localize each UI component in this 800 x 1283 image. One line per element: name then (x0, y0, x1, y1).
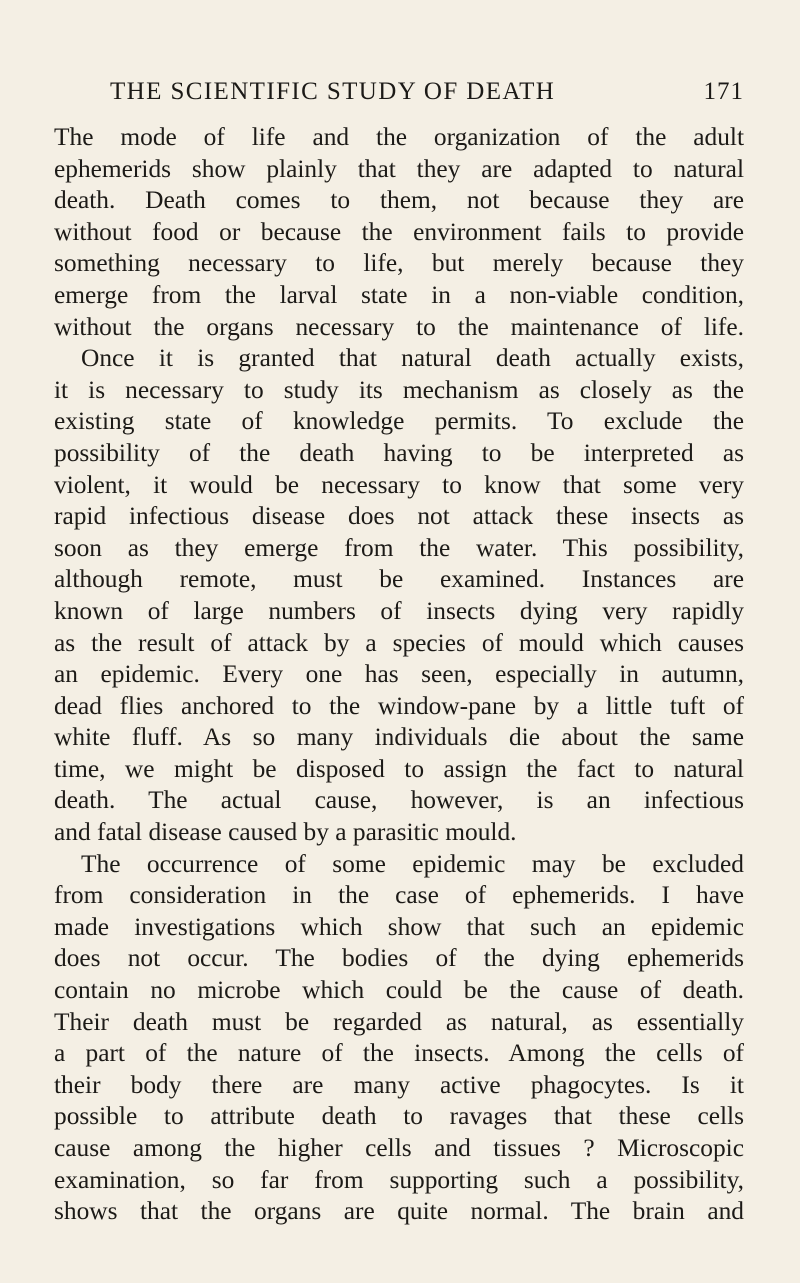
text-line: white fluff. As so many individuals die about the same (54, 723, 744, 752)
page-number: 171 (703, 78, 744, 105)
text-line: rapid infectious disease does not attack these insects as (54, 502, 744, 531)
text-line: examination, so far from supporting such a possibility, (54, 1165, 744, 1194)
text-line: and fatal disease caused by a parasitic mould. (54, 818, 517, 847)
text-line: something necessary to life, but merely because they (54, 249, 744, 278)
paragraph-start-line: Once it is granted that natural death actually exists, (81, 344, 744, 373)
text-line: death. The actual cause, however, is an infectious (54, 786, 744, 815)
text-line: possible to attribute death to ravages that these cells (54, 1102, 744, 1131)
paragraph-start-line: The occurrence of some epidemic may be excluded (81, 849, 744, 878)
running-head (54, 78, 744, 122)
text-line: their body there are many active phagocytes. Is it (54, 1070, 744, 1099)
text-line: violent, it would be necessary to know that some very (54, 470, 744, 499)
text-line: although remote, must be examined. Instances are (54, 565, 744, 594)
text-line: made investigations which show that such an epidemic (54, 912, 744, 941)
text-line: without the organs necessary to the maintenance of life. (54, 312, 744, 341)
text-line: cause among the higher cells and tissues ? Microscopic (54, 1134, 744, 1162)
text-line: Their death must be regarded as natural, as essentially (54, 1007, 744, 1036)
text-line: death. Death comes to them, not because they are (54, 186, 744, 215)
text-line: The mode of life and the organization of the adult (54, 123, 744, 151)
body-text (54, 122, 744, 1228)
text-line: time, we might be disposed to assign the fact to natural (54, 754, 744, 783)
text-line: from consideration in the case of ephemerids. I have (54, 881, 744, 910)
book-page (54, 78, 744, 1228)
text-line: an epidemic. Every one has seen, especially in autumn, (54, 660, 744, 689)
text-line: as the result of attack by a species of mould which causes (54, 628, 744, 657)
text-line: does not occur. The bodies of the dying ephemerids (54, 944, 744, 973)
text-line: a part of the nature of the insects. Among the cells of (54, 1039, 744, 1068)
text-line: dead flies anchored to the window-pane by a little tuft of (54, 691, 744, 720)
text-line: shows that the organs are quite normal. The brain and (54, 1197, 744, 1226)
text-line: without food or because the environment fails to provide (54, 217, 744, 246)
text-line: contain no microbe which could be the cause of death. (54, 976, 744, 1005)
text-line: it is necessary to study its mechanism as closely as the (54, 375, 744, 404)
text-line: soon as they emerge from the water. This possibility, (54, 533, 744, 562)
text-line: ephemerids show plainly that they are adapted to natural (54, 154, 744, 183)
text-line: possibility of the death having to be interpreted as (54, 438, 744, 467)
text-line: known of large numbers of insects dying very rapidly (54, 596, 744, 625)
text-line: emerge from the larval state in a non-viable condition, (54, 280, 744, 309)
text-line: existing state of knowledge permits. To exclude the (54, 407, 744, 436)
running-title: THE SCIENTIFIC STUDY OF DEATH (110, 78, 556, 105)
